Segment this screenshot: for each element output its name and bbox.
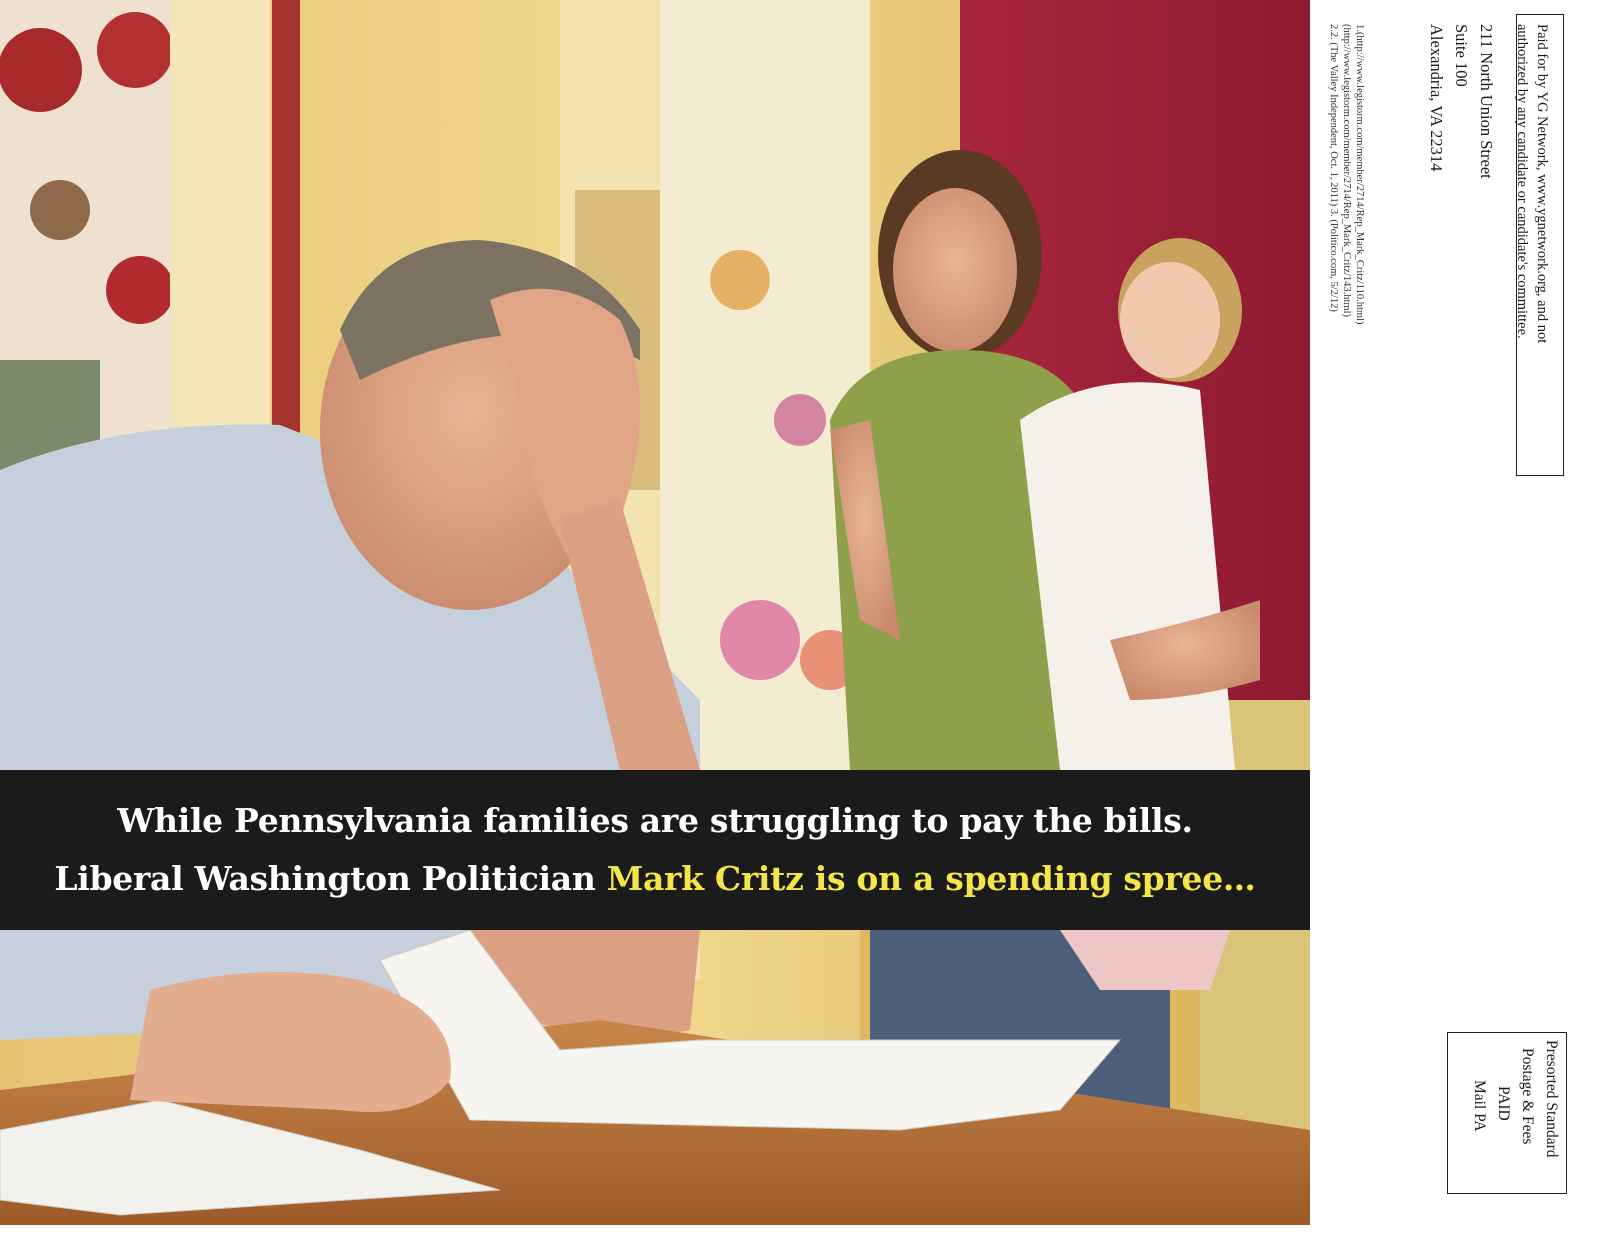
disclaimer-line-2: authorized by any candidate or candidate's committee. — [1514, 24, 1530, 339]
headline-banner — [0, 770, 1310, 930]
return-address-suite: Suite 100 — [1452, 24, 1471, 87]
return-address-city: Alexandria, VA 22314 — [1427, 24, 1446, 172]
postage-line-3: PAID — [1495, 1086, 1512, 1121]
citation-line-1: 1.(http://www.legistorm.com/member/2714/Rep_Mark_Critz/110.html) — [1354, 24, 1365, 325]
return-address-street: 211 North Union Street — [1477, 24, 1496, 179]
citation-line-3: 2.2. (The Valley Independent, Oct. 1, 2011) 3. (Politico.com, 5/2/12) — [1328, 24, 1339, 312]
headline-line-2-white: Liberal Washington Politician — [54, 859, 607, 898]
headline-line-2-highlight: Mark Critz is on a spending spree… — [606, 859, 1256, 898]
headline-line-2 — [54, 850, 1255, 908]
postage-line-1: Presorted Standard — [1543, 1040, 1560, 1158]
disclaimer-line-1: Paid for by YG Network, www.ygnetwork.org, and not — [1534, 24, 1550, 344]
postage-line-2: Postage & Fees — [1519, 1048, 1536, 1145]
citation-line-2: (http://www.legistorm.com/member/2714/Rep_Mark_Critz/143.html) — [1341, 24, 1352, 317]
headline-line-1: While Pennsylvania families are struggling to pay the bills. — [117, 801, 1193, 840]
postage-line-4: Mail PA — [1471, 1080, 1488, 1132]
